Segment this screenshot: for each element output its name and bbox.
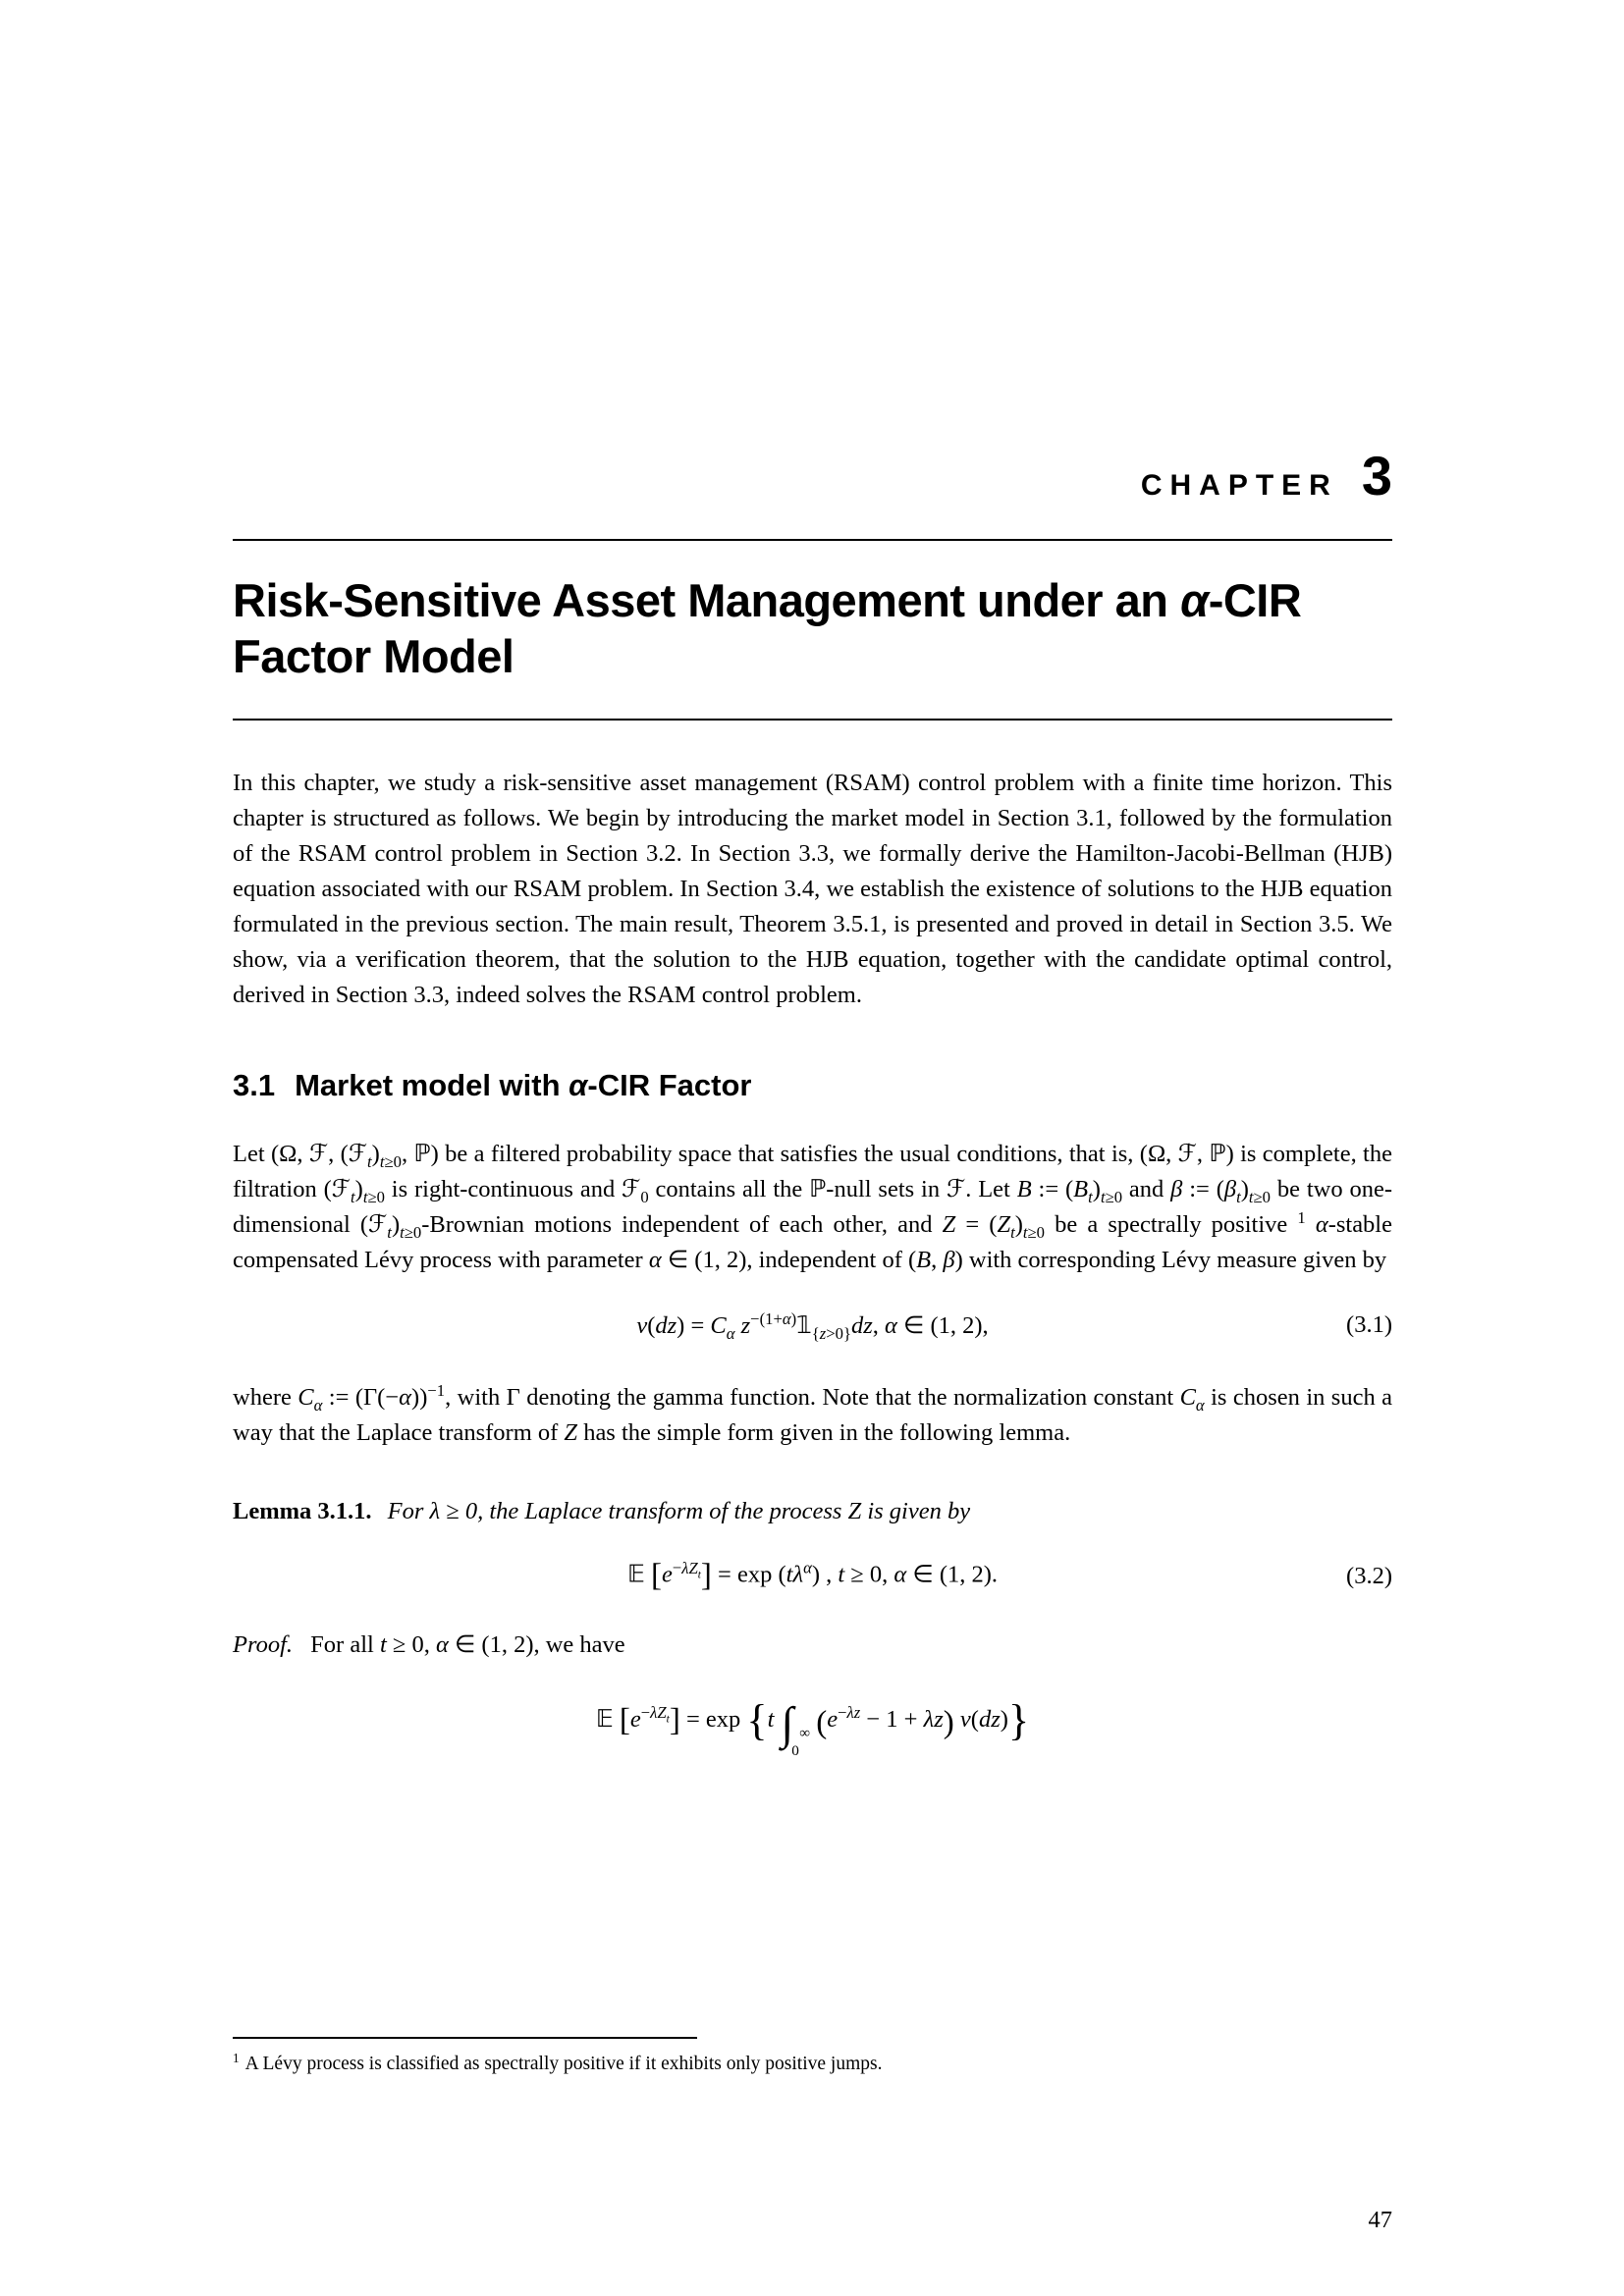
proof-block <box>233 1628 1392 1663</box>
chapter-number: 3 <box>1361 445 1392 507</box>
equation-3-2-number: (3.2) <box>1346 1562 1392 1589</box>
market-model-paragraph: Let (Ω, ℱ, $(ℱ_t)_{t\ge 0}$, ℙ) be a filtered probability space that satisfies the usual conditions, that is, (Ω, ℱ, ℙ) is complete, the filtration $(ℱ_t)_{t\ge 0}$ is right-continuous and ℱ$_0$ contains all the ℙ-null sets in ℱ. Let B := $(B_t)_{t\ge 0}$ and β := $(\beta_t)_{t\ge 0}$ be two one-dimensional $(ℱ_t)_{t\ge 0}$-Brownian motions independent of each other, and $Z = (Z_t)_{t\ge 0}$ be a spectrally positive $^1$ α-stable compensated Lévy process with parameter α ∈ (1, 2), independent of (B, β) with corresponding Lévy measure given by <box>233 1140 1392 1273</box>
content-column <box>233 0 1392 1792</box>
footnote <box>233 2051 1392 2077</box>
equation-3-2 <box>233 1555 1392 1598</box>
footnote-area <box>233 2037 1392 2077</box>
section-heading <box>233 1068 1392 1103</box>
equation-3-2-formula: 𝔼 $[e^{-\lambda Z_t}] = \exp (t\lambda^\alpha)$ , t ≥ 0, α ∈ (1, 2). <box>626 1558 999 1594</box>
title-rule-bottom <box>233 719 1392 721</box>
intro-paragraph: In this chapter, we study a risk-sensitive asset management (RSAM) control problem with a finite time horizon. This chapter is structured as follows. We begin by introducing the market model in Section 3.1, followed by the formulation of the RSAM control problem in Section 3.2. In Section 3.3, we formally derive the Hamilton-Jacobi-Bellman (HJB) equation associated with our RSAM problem. In Section 3.4, we establish the existence of solutions to the HJB equation formulated in the previous section. The main result, Theorem 3.5.1, is presented and proved in detail in Section 3.5. We show, via a verification theorem, that the solution to the HJB equation, together with the candidate optimal control, derived in Section 3.3, indeed solves the RSAM control problem. <box>233 769 1392 1008</box>
proof-statement: For all t ≥ 0, α ∈ (1, 2), we have <box>310 1630 625 1658</box>
footnote-text: A Lévy process is classified as spectrally positive if it exhibits only positive jumps. <box>244 2054 883 2074</box>
lemma-label: Lemma 3.1.1. <box>233 1497 372 1524</box>
normalization-paragraph: where $C_\alpha$ := $(\Gamma(-\alpha))^{-1}$, with Γ denoting the gamma function. Note that the normalization constant $C_\alpha$ is chosen in such a way that the Laplace transform of Z has the simple form given in the following lemma. <box>233 1380 1392 1446</box>
section-number: 3.1 <box>233 1067 276 1102</box>
footnote-rule <box>233 2037 697 2039</box>
chapter-title: Risk-Sensitive Asset Management under an α-CIR Factor Model <box>233 574 1302 683</box>
chapter-label: CHAPTER <box>1140 469 1338 502</box>
title-rule-top <box>233 539 1392 541</box>
proof-label: Proof. <box>233 1630 294 1658</box>
equation-laplace-integral-formula: 𝔼 $[e^{-\lambda Z_t}] = \exp \{t$ ∫ ∞ 0 $(e^{-\lambda z} - 1 + \lambda z)$ ν(dz)} <box>595 1696 1030 1759</box>
lemma-3-1-1 <box>233 1494 1392 1529</box>
equation-3-1-number: (3.1) <box>1346 1310 1392 1338</box>
section-title: Market model with α-CIR Factor <box>295 1067 752 1102</box>
chapter-heading <box>233 444 1392 507</box>
page-number: 47 <box>1368 2207 1392 2233</box>
equation-3-1-formula: $\nu(dz) = C_\alpha$ $z^{-(1+\alpha)}𝟙_{\{z>0\}}dz$, α ∈ (1, 2), <box>636 1308 989 1343</box>
lemma-statement: For λ ≥ 0, the Laplace transform of the process Z is given by <box>387 1497 971 1524</box>
footnote-marker: 1 <box>233 2050 240 2065</box>
equation-3-1 <box>233 1304 1392 1347</box>
equation-laplace-integral <box>233 1688 1392 1767</box>
